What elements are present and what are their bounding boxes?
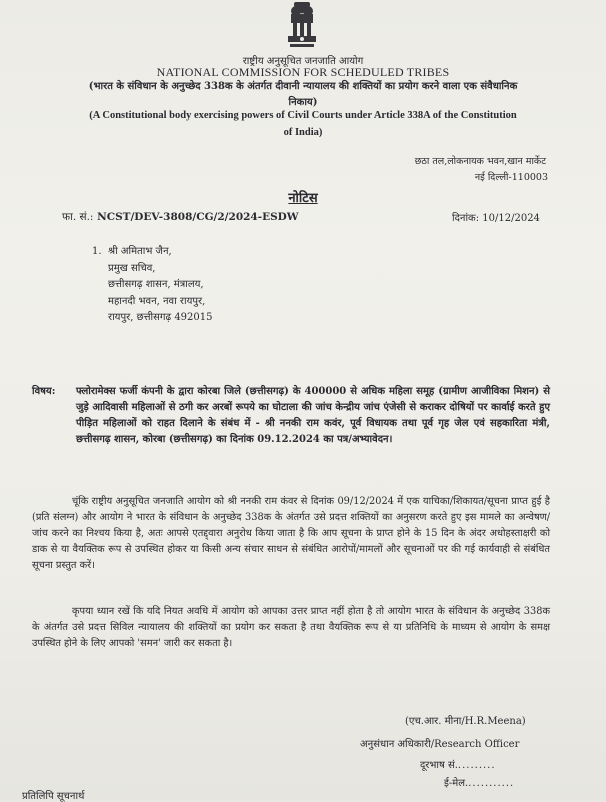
addressee-number: 1.: [92, 246, 102, 257]
addressee-building: महानदी भवन, नवा रायपुर,: [108, 295, 206, 307]
constitution-note-hindi-line2: निकाय): [288, 97, 318, 108]
office-address-line1: छठा तल,लोकनायक भवन,खान मार्केट: [414, 156, 546, 167]
phone-field: दूरभाष सं..........: [420, 760, 496, 771]
signatory-name: (एच.आर. मीना/H.R.Meena): [405, 716, 526, 727]
file-number: [62, 210, 299, 224]
org-name-english: NATIONAL COMMISSION FOR SCHEDULED TRIBES: [156, 65, 450, 79]
addressee-office: छत्तीसगढ़ शासन, मंत्रालय,: [108, 279, 204, 290]
email-field: ई-मेल............: [444, 778, 515, 789]
subject-label: विषय:: [32, 386, 56, 397]
notice-date: [452, 210, 540, 224]
file-number-label: फा. सं.:: [62, 211, 94, 223]
copy-to-heading: प्रतिलिपि सूचनार्थ: [22, 791, 85, 802]
date-value: 10/12/2024: [482, 213, 540, 224]
file-number-value: NCST/DEV-3808/CG/2/2024-ESDW: [97, 211, 299, 223]
national-emblem-icon: [274, 0, 330, 52]
addressee-name: श्री अमिताभ जैन,: [108, 246, 172, 257]
addressee-designation: प्रमुख सचिव,: [108, 262, 156, 274]
signatory-designation: अनुसंधान अधिकारी/Research Officer: [360, 739, 520, 750]
addressee-city: रायपुर, छत्तीसगढ़ 492015: [108, 312, 213, 323]
subject-text: फ्लोरामेक्स फर्जी कंपनी के द्वारा कोरबा जिले (छत्तीसगढ़) के 400000 से अधिक महिला समूह (ग्रामीण आजीविका मिशन) से जुड़े आदिवासी महिलाओं से ठगी कर अरबों रूपये का घोटाला की जांच केन्द्रीय जांच एंजेसी से कराकर दोषियों पर कार्वाई करते हुए पीड़ित महिलाओं को राहत दिलाने के संबंध में - श्री ननकी राम कवंर, पूर्व विधायक तथा पूर्व गृह जेल एवं सहकारिता मंत्री, छत्तीसगढ़ शासन, कोरबा (छत्तीसगढ़) का दिनांक 09.12.2024 का पत्र/अभ्यावेदन।: [76, 386, 550, 445]
body-paragraph-1: चूंकि राष्ट्रीय अनुसूचित जनजाति आयोग को श्री ननकी राम कंवर से दिनांक 09/12/2024 में एक याचिका/शिकायत/सूचना प्राप्त हुई है (प्रति संलग्न) और आयोग ने भारत के संविधान के अनुच्छेद 338क के अंतर्गत उसे प्रदत्त शक्तियों का अनुसरण करते हुए इस मामले का अन्वेषण/जांच करने का निश्चय किया है, अतः आपसे एतद्द्वारा अनुरोध किया जाता है कि आप सूचना के प्राप्त होने के 15 दिन के अंदर अधोहस्ताक्षरी को डाक से या वैयक्तिक रूप से उपस्थित होकर या किसी अन्य संचार साधन से संबंधित आरोपों/मामलों और सूचनाओं पर की गई कार्यवाही से संबंधित सूचना प्रस्तुत करें।: [32, 496, 550, 571]
notice-title: नोटिस: [288, 191, 318, 206]
addressee-block: [92, 244, 213, 327]
subject-block: [32, 384, 550, 448]
date-label: दिनांक:: [452, 213, 480, 224]
constitution-note-english-line2: of India): [283, 127, 323, 138]
body-paragraph-2: कृपया ध्यान रखें कि यदि नियत अवधि में आयोग को आपका उत्तर प्राप्त नहीं होता है तो आयोग भारत के संविधान के अनुच्छेद 338क के अंतर्गत उसे प्रदत्त सिविल न्यायालय की शक्तियों का प्रयोग कर सकता है तथा वैयक्तिक रूप से या प्रतिनिधि के माध्यम से आयोग के समक्ष उपस्थित होने के लिए आपको 'समन' जारी कर सकता है।: [32, 606, 550, 649]
office-address-line2: नई दिल्ली-110003: [474, 172, 548, 183]
constitution-note-english-line1: (A Constitutional body exercising powers of Civil Courts under Article 338A of the Constitution: [89, 110, 517, 121]
org-name-hindi: राष्ट्रीय अनुसूचित जनजाति आयोग: [242, 56, 364, 67]
constitution-note-hindi-line1: (भारत के संविधान के अनुच्छेद 338क के अंतर्गत दीवानी न्यायालय की शक्तियों का प्रयोग करने वाला एक संवैधानिक: [88, 81, 518, 92]
